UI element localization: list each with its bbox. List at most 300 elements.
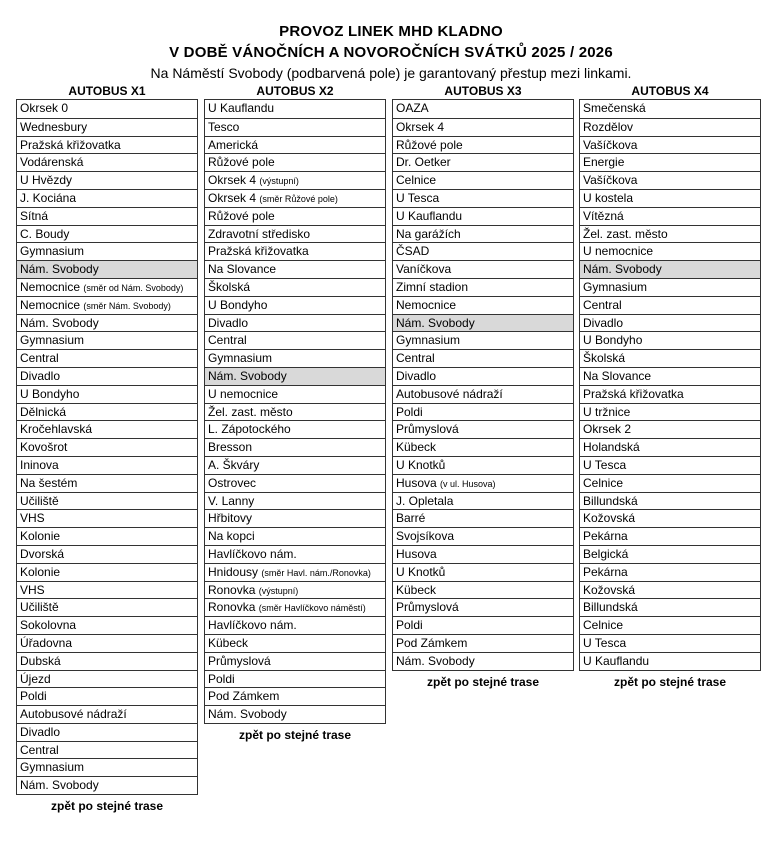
stop-list	[16, 99, 198, 795]
stop-row	[17, 758, 197, 776]
stop-row	[205, 314, 385, 332]
stop-row	[393, 616, 573, 634]
stop-name: Gymnasium	[208, 351, 273, 366]
stop-row	[17, 278, 197, 296]
stop-row	[17, 296, 197, 314]
stop-row	[393, 189, 573, 207]
stop-row	[17, 634, 197, 652]
line-header: AUTOBUS X3	[444, 84, 522, 98]
stop-row	[17, 153, 197, 171]
stop-row	[205, 634, 385, 652]
stop-name: Sokolovna	[20, 618, 77, 633]
stop-name: U Hvězdy	[20, 173, 73, 188]
stop-note: (směr Havl. nám./Ronovka)	[261, 567, 371, 578]
stop-name: ČSAD	[396, 244, 430, 259]
stop-row	[205, 278, 385, 296]
stop-name: Nám. Svobody	[208, 368, 287, 383]
stop-name: U nemocnice	[583, 244, 654, 259]
transfer-stop-row	[205, 367, 385, 385]
stop-row	[205, 171, 385, 189]
stop-row	[205, 527, 385, 545]
stop-row	[205, 100, 385, 118]
stop-row	[393, 331, 573, 349]
stop-row	[17, 225, 197, 243]
stop-name: Nám. Svobody	[20, 262, 99, 277]
stop-row	[580, 153, 760, 171]
return-note: zpět po stejné trase	[50, 799, 164, 814]
stop-row	[580, 278, 760, 296]
stop-row	[205, 349, 385, 367]
stop-name: Belgická	[583, 546, 629, 561]
line-header: AUTOBUS X2	[256, 84, 334, 98]
line-header: AUTOBUS X1	[68, 84, 146, 98]
stop-row	[393, 153, 573, 171]
stop-name: Svojsíkova	[396, 529, 455, 544]
stop-row	[205, 492, 385, 510]
stop-row	[205, 118, 385, 136]
stop-name: Dr. Oetker	[396, 155, 451, 170]
stop-note: (směr Havlíčkovo náměstí)	[258, 603, 366, 614]
stop-name: Hnidousy	[208, 564, 259, 579]
stop-name: Dvorská	[20, 546, 65, 561]
stop-row	[580, 314, 760, 332]
stop-row	[205, 456, 385, 474]
stop-row	[580, 616, 760, 634]
stop-name: Husova	[396, 546, 437, 561]
stop-name: Celnice	[396, 173, 437, 188]
stop-name: Žel. zast. město	[208, 404, 293, 419]
stop-row	[205, 153, 385, 171]
stop-row	[17, 509, 197, 527]
stop-row	[393, 563, 573, 581]
stop-row	[17, 207, 197, 225]
stop-row	[17, 136, 197, 154]
stop-row	[17, 598, 197, 616]
stop-name: Kovošrot	[20, 440, 68, 455]
stop-row	[205, 438, 385, 456]
stop-name: VHS	[20, 582, 45, 597]
stop-row	[205, 207, 385, 225]
stop-name: U Knotků	[396, 564, 446, 579]
stop-name: Celnice	[583, 475, 624, 490]
stop-name: Gymnasium	[20, 333, 85, 348]
stop-name: Hřbitovy	[208, 511, 253, 526]
page-title-line-2: V DOBĚ VÁNOČNÍCH A NOVOROČNÍCH SVÁTKŮ 2025 / 2026	[169, 44, 613, 61]
stop-name: Průmyslová	[396, 600, 459, 615]
stop-name: U kostela	[583, 190, 634, 205]
stop-row	[17, 367, 197, 385]
stop-name: Havlíčkovo nám.	[208, 618, 297, 633]
stop-name: VHS	[20, 511, 45, 526]
stop-row	[393, 492, 573, 510]
stop-name: Nemocnice	[396, 297, 457, 312]
stop-name: Učiliště	[20, 493, 59, 508]
stop-name: Central	[396, 351, 435, 366]
stop-name: Holandská	[583, 440, 640, 455]
transfer-stop-row	[393, 314, 573, 332]
stop-row	[205, 260, 385, 278]
stop-row	[580, 349, 760, 367]
stop-row	[393, 171, 573, 189]
stop-row	[17, 171, 197, 189]
stop-name: Pod Zámkem	[396, 635, 468, 650]
line-x1-column	[16, 84, 198, 813]
stop-row	[580, 136, 760, 154]
line-x4-column	[579, 84, 761, 689]
stop-name: Central	[20, 742, 59, 757]
stop-row	[205, 545, 385, 563]
stop-name: Růžové pole	[208, 208, 275, 223]
stop-row	[393, 100, 573, 118]
stop-name: Újezd	[20, 671, 51, 686]
stop-name: Nemocnice	[20, 297, 81, 312]
stop-row	[580, 118, 760, 136]
stop-row	[580, 403, 760, 421]
stop-row	[17, 349, 197, 367]
stop-name: Divadlo	[396, 368, 437, 383]
stop-name: Ostrovec	[208, 475, 257, 490]
stop-name: OAZA	[396, 101, 429, 115]
stop-row	[205, 474, 385, 492]
stop-name: Divadlo	[208, 315, 249, 330]
transfer-stop-row	[580, 260, 760, 278]
stop-name: U Tesca	[583, 635, 627, 650]
stop-row	[393, 367, 573, 385]
stop-row	[393, 385, 573, 403]
stop-name: Smečenská	[583, 101, 646, 115]
line-x2-column	[204, 84, 386, 742]
stop-row	[393, 296, 573, 314]
stop-row	[580, 242, 760, 260]
stop-name: Wednesbury	[20, 119, 88, 134]
stop-name: Rozdělov	[583, 119, 634, 134]
stop-name: U Kauflandu	[396, 208, 463, 223]
stop-row	[205, 598, 385, 616]
stop-row	[580, 527, 760, 545]
stop-name: Husova	[396, 475, 437, 490]
stop-name: U Kauflandu	[208, 101, 275, 115]
stop-name: Tesco	[208, 119, 240, 134]
stop-name: Celnice	[583, 618, 624, 633]
stop-row	[17, 242, 197, 260]
stop-row	[580, 563, 760, 581]
stop-row	[580, 492, 760, 510]
stop-name: Na kopci	[208, 529, 255, 544]
stop-name: Poldi	[396, 404, 423, 419]
stop-name: Kožovská	[583, 511, 636, 526]
stop-row	[580, 225, 760, 243]
stop-name: Školská	[208, 279, 251, 294]
stop-row	[580, 545, 760, 563]
stop-row	[17, 545, 197, 563]
stop-name: Žel. zast. město	[583, 226, 668, 241]
stop-note: (směr od Nám. Svobody)	[83, 282, 184, 293]
stop-name: Central	[20, 351, 59, 366]
stop-name: C. Boudy	[20, 226, 70, 241]
line-x3-column	[392, 84, 574, 689]
stop-row	[393, 242, 573, 260]
stop-name: U Bondyho	[208, 297, 268, 312]
stop-name: Nám. Svobody	[20, 315, 99, 330]
stop-row	[205, 670, 385, 688]
stop-name: V. Lanny	[208, 493, 255, 508]
stop-row	[205, 242, 385, 260]
page-title: PROVOZ LINEK MHD KLADNO	[279, 23, 503, 40]
stop-name: Školská	[583, 351, 626, 366]
stop-row	[580, 509, 760, 527]
stop-name: Okrsek 4	[396, 119, 445, 134]
stop-row	[17, 100, 197, 118]
stop-name: Divadlo	[583, 315, 624, 330]
stop-name: Vaníčkova	[396, 262, 452, 277]
stop-row	[17, 652, 197, 670]
stop-row	[17, 420, 197, 438]
stop-row	[393, 207, 573, 225]
stop-row	[580, 171, 760, 189]
stop-name: Kolonie	[20, 564, 61, 579]
stop-name: Billundská	[583, 493, 638, 508]
stop-row	[393, 509, 573, 527]
stop-row	[17, 563, 197, 581]
stop-name: Poldi	[20, 689, 47, 704]
stop-name: U Bondyho	[20, 386, 80, 401]
return-note: zpět po stejné trase	[238, 727, 352, 742]
stop-name: Divadlo	[20, 724, 61, 739]
stop-row	[17, 670, 197, 688]
stop-row	[205, 189, 385, 207]
stop-name: Kolonie	[20, 529, 61, 544]
stop-row	[580, 634, 760, 652]
stop-row	[393, 527, 573, 545]
stop-row	[205, 705, 385, 723]
stop-name: Energie	[583, 155, 625, 170]
stop-name: Úřadovna	[20, 635, 73, 650]
stop-name: Okrsek 4	[208, 173, 257, 188]
stop-name: Nám. Svobody	[396, 653, 475, 668]
stop-row	[393, 420, 573, 438]
stop-name: Pražská křižovatka	[208, 244, 309, 259]
stop-name: Central	[208, 333, 247, 348]
stop-name: Zdravotní středisko	[208, 226, 311, 241]
stop-note: (směr Růžové pole)	[259, 193, 338, 204]
stop-name: Kübeck	[208, 635, 249, 650]
stop-name: Pod Zámkem	[208, 689, 280, 704]
stop-name: Nám. Svobody	[208, 707, 287, 722]
stop-row	[580, 420, 760, 438]
stop-name: Nám. Svobody	[396, 315, 475, 330]
stop-name: Na šestém	[20, 475, 78, 490]
stop-name: Pražská křižovatka	[583, 386, 684, 401]
stop-name: Nám. Svobody	[20, 778, 99, 793]
stop-row	[205, 616, 385, 634]
stop-row	[205, 331, 385, 349]
stop-row	[393, 136, 573, 154]
stop-row	[17, 189, 197, 207]
stop-row	[205, 385, 385, 403]
stop-row	[580, 189, 760, 207]
stop-row	[17, 492, 197, 510]
stop-name: U Bondyho	[583, 333, 643, 348]
stop-name: Okrsek 2	[583, 422, 632, 437]
stop-row	[205, 420, 385, 438]
stop-row	[580, 438, 760, 456]
stop-row	[580, 598, 760, 616]
stop-row	[205, 563, 385, 581]
stop-name: J. Kociána	[20, 190, 77, 205]
stop-row	[393, 438, 573, 456]
stop-note: (výstupní)	[258, 585, 299, 596]
stop-name: Dubská	[20, 653, 61, 668]
stop-row	[393, 225, 573, 243]
transfer-note: Na Náměstí Svobody (podbarvená pole) je garantovaný přestup mezi linkami.	[150, 65, 632, 81]
stop-row	[17, 741, 197, 759]
stop-name: U tržnice	[583, 404, 631, 419]
stop-name: Barré	[396, 511, 426, 526]
stop-row	[205, 509, 385, 527]
stop-row	[393, 545, 573, 563]
stop-name: Kožovská	[583, 582, 636, 597]
stop-name: Pekárna	[583, 529, 628, 544]
stop-list	[579, 99, 761, 671]
stop-row	[17, 456, 197, 474]
stop-row	[393, 118, 573, 136]
stop-name: Růžové pole	[396, 137, 463, 152]
stop-row	[580, 296, 760, 314]
stop-row	[205, 296, 385, 314]
stop-name: Nám. Svobody	[583, 262, 662, 277]
stop-row	[17, 776, 197, 794]
stop-row	[17, 385, 197, 403]
stop-name: U Tesca	[583, 457, 627, 472]
stop-row	[393, 278, 573, 296]
stop-row	[17, 331, 197, 349]
stop-row	[205, 136, 385, 154]
stop-row	[580, 456, 760, 474]
stop-name: A. Škváry	[208, 457, 260, 472]
stop-name: Ronovka	[208, 600, 256, 615]
stop-row	[580, 385, 760, 403]
stop-name: U nemocnice	[208, 386, 279, 401]
stop-name: L. Zápotockého	[208, 422, 291, 437]
stop-name: Zimní stadion	[396, 279, 469, 294]
stop-row	[393, 260, 573, 278]
stop-name: Americká	[208, 137, 259, 152]
stop-name: Autobusové nádraží	[396, 386, 503, 401]
stop-name: Na Slovance	[208, 262, 277, 277]
stop-list	[392, 99, 574, 671]
stop-note: (směr Nám. Svobody)	[83, 300, 171, 311]
stop-row	[580, 652, 760, 670]
stop-name: Okrsek 0	[20, 101, 69, 115]
return-note: zpět po stejné trase	[426, 674, 540, 689]
stop-row	[580, 474, 760, 492]
stop-name: Ronovka	[208, 582, 256, 597]
stop-name: U Tesca	[396, 190, 440, 205]
stop-row	[17, 527, 197, 545]
stop-name: U Kauflandu	[583, 653, 650, 668]
stop-row	[17, 314, 197, 332]
stop-name: Gymnasium	[396, 333, 461, 348]
stop-name: Dělnická	[20, 404, 67, 419]
stop-name: Průmyslová	[208, 653, 271, 668]
stop-note: (výstupní)	[259, 176, 299, 187]
transfer-stop-row	[17, 260, 197, 278]
stop-note: (v ul. Husova)	[440, 478, 496, 489]
stop-row	[393, 581, 573, 599]
stop-row	[205, 652, 385, 670]
stop-row	[17, 705, 197, 723]
stop-row	[17, 723, 197, 741]
stop-row	[393, 598, 573, 616]
stop-name: U Knotků	[396, 457, 446, 472]
stop-row	[393, 474, 573, 492]
stop-name: Pekárna	[583, 564, 628, 579]
stop-name: Gymnasium	[583, 279, 648, 294]
line-header: AUTOBUS X4	[631, 84, 709, 98]
stop-row	[393, 634, 573, 652]
stop-row	[205, 403, 385, 421]
stop-name: Havlíčkovo nám.	[208, 546, 297, 561]
stop-name: Sítná	[20, 208, 49, 223]
stop-name: Poldi	[396, 618, 423, 633]
stop-name: Divadlo	[20, 368, 61, 383]
stop-row	[205, 225, 385, 243]
stop-row	[17, 118, 197, 136]
stop-name: Autobusové nádraží	[20, 707, 127, 722]
stop-name: Pražská křižovatka	[20, 137, 121, 152]
stop-name: Nemocnice	[20, 279, 81, 294]
stop-name: Bresson	[208, 440, 253, 455]
stop-row	[393, 652, 573, 670]
stop-row	[205, 581, 385, 599]
stop-name: J. Opletala	[396, 493, 454, 508]
stop-row	[580, 207, 760, 225]
stop-row	[17, 403, 197, 421]
stop-name: Učiliště	[20, 600, 59, 615]
stop-row	[17, 687, 197, 705]
stop-row	[17, 474, 197, 492]
stop-name: Růžové pole	[208, 155, 275, 170]
stop-row	[393, 403, 573, 421]
stop-name: Vašíčkova	[583, 173, 638, 188]
stop-name: Vítězná	[583, 208, 624, 223]
stop-row	[393, 349, 573, 367]
stop-name: Ininova	[20, 457, 59, 472]
stop-name: Gymnasium	[20, 760, 85, 775]
stop-list	[204, 99, 386, 724]
stop-row	[17, 438, 197, 456]
stop-name: Průmyslová	[396, 422, 459, 437]
stop-row	[580, 331, 760, 349]
stop-row	[205, 687, 385, 705]
stop-row	[580, 100, 760, 118]
stop-name: Na Slovance	[583, 368, 652, 383]
stop-name: Central	[583, 297, 622, 312]
stop-name: Kročehlavská	[20, 422, 93, 437]
stop-name: Vodárenská	[20, 155, 84, 170]
stop-row	[17, 616, 197, 634]
stop-name: Kübeck	[396, 582, 437, 597]
stop-row	[393, 456, 573, 474]
stop-name: Okrsek 4	[208, 190, 257, 205]
stop-name: Gymnasium	[20, 244, 85, 259]
stop-name: Vašíčkova	[583, 137, 638, 152]
stop-name: Na garážích	[396, 226, 461, 241]
stop-row	[17, 581, 197, 599]
stop-row	[580, 367, 760, 385]
stop-row	[580, 581, 760, 599]
stop-name: Billundská	[583, 600, 638, 615]
